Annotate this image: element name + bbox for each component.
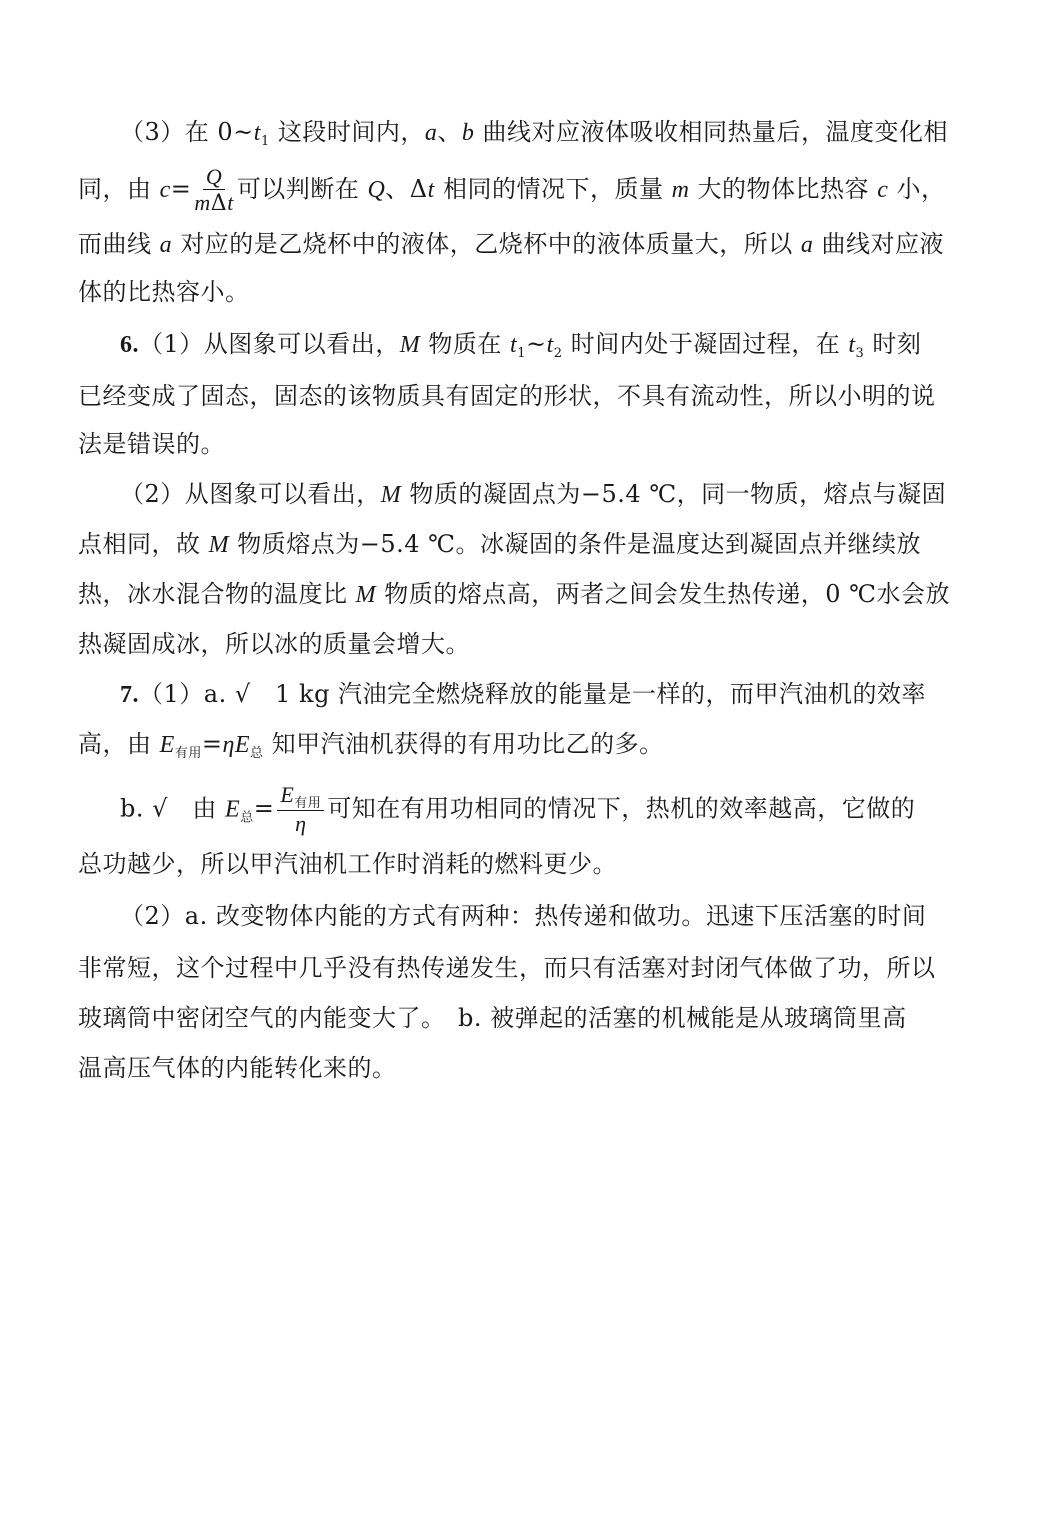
text-line-11: 热凝固成冰，所以冰的质量会增大。: [78, 630, 470, 658]
fraction-specific-heat: $\frac{Q}{\text{mΔt}}$: [194, 164, 234, 216]
text-line-15: 总功越少，所以甲汽油机工作时消耗的燃料更少。: [78, 850, 617, 878]
text-line-17: 非常短，这个过程中几乎没有热传递发生，而只有活塞对封闭气体做了功，所以: [78, 954, 936, 982]
text-line-14: b. √ 由 $E_总=$ $\frac{E_{有用}}{\eta}$ 可知在有用功相同的情况下，热机的效率越高，它做的: [120, 782, 916, 836]
text-line-6: 已经变成了固态，固态的该物质具有固定的形状，不具有流动性，所以小明的说: [78, 382, 936, 410]
text-line-16: （2）a. 改变物体内能的方式有两种：热传递和做功。迅速下压活塞的时间: [120, 902, 927, 930]
text-line-8: （2）从图象可以看出，M 物质的凝固点为−5.4 ℃，同一物质，熔点与凝固: [120, 480, 947, 508]
text-line-12: 7.（1）a. √ 1 kg 汽油完全燃烧释放的能量是一样的，而甲汽油机的效率: [120, 680, 927, 708]
fraction-total-energy: $\frac{E_{有用}}{\eta}$: [277, 784, 324, 836]
text-line-9: 点相同，故 M 物质熔点为−5.4 ℃。冰凝固的条件是温度达到凝固点并继续放: [78, 530, 922, 558]
text-line-7: 法是错误的。: [78, 430, 225, 458]
text-line-5: 6.（1）从图象可以看出，M 物质在 $t_1\sim t_2$ 时间内处于凝固过程，在 $t_3$ 时刻: [120, 330, 922, 361]
text-line-3: 而曲线 a 对应的是乙烧杯中的液体，乙烧杯中的液体质量大，所以 a 曲线对应液: [78, 230, 945, 258]
text-line-18: 玻璃筒中密闭空气的内能变大了。 b. 被弹起的活塞的机械能是从玻璃筒里高: [78, 1004, 907, 1032]
text-line-1: （3）在 $0\sim t_1$ 这段时间内，a、b 曲线对应液体吸收相同热量后，温度变化相: [120, 118, 949, 149]
text-line-13: 高，由 $E_{有用}=\eta E_总$ 知甲汽油机获得的有用功比乙的多。: [78, 730, 664, 761]
text-line-4: 体的比热容小。: [78, 278, 250, 306]
text-line-2: 同，由 c= $\frac{Q}{\text{mΔt}}$ 可以判断在 Q、Δt 相同的情况下，质量 m 大的物体比热容 c 小，: [78, 164, 946, 216]
text-line-19: 温高压气体的内能转化来的。: [78, 1054, 397, 1082]
text-line-10: 热，冰水混合物的温度比 M 物质的熔点高，两者之间会发生热传递，0 ℃水会放: [78, 580, 951, 608]
